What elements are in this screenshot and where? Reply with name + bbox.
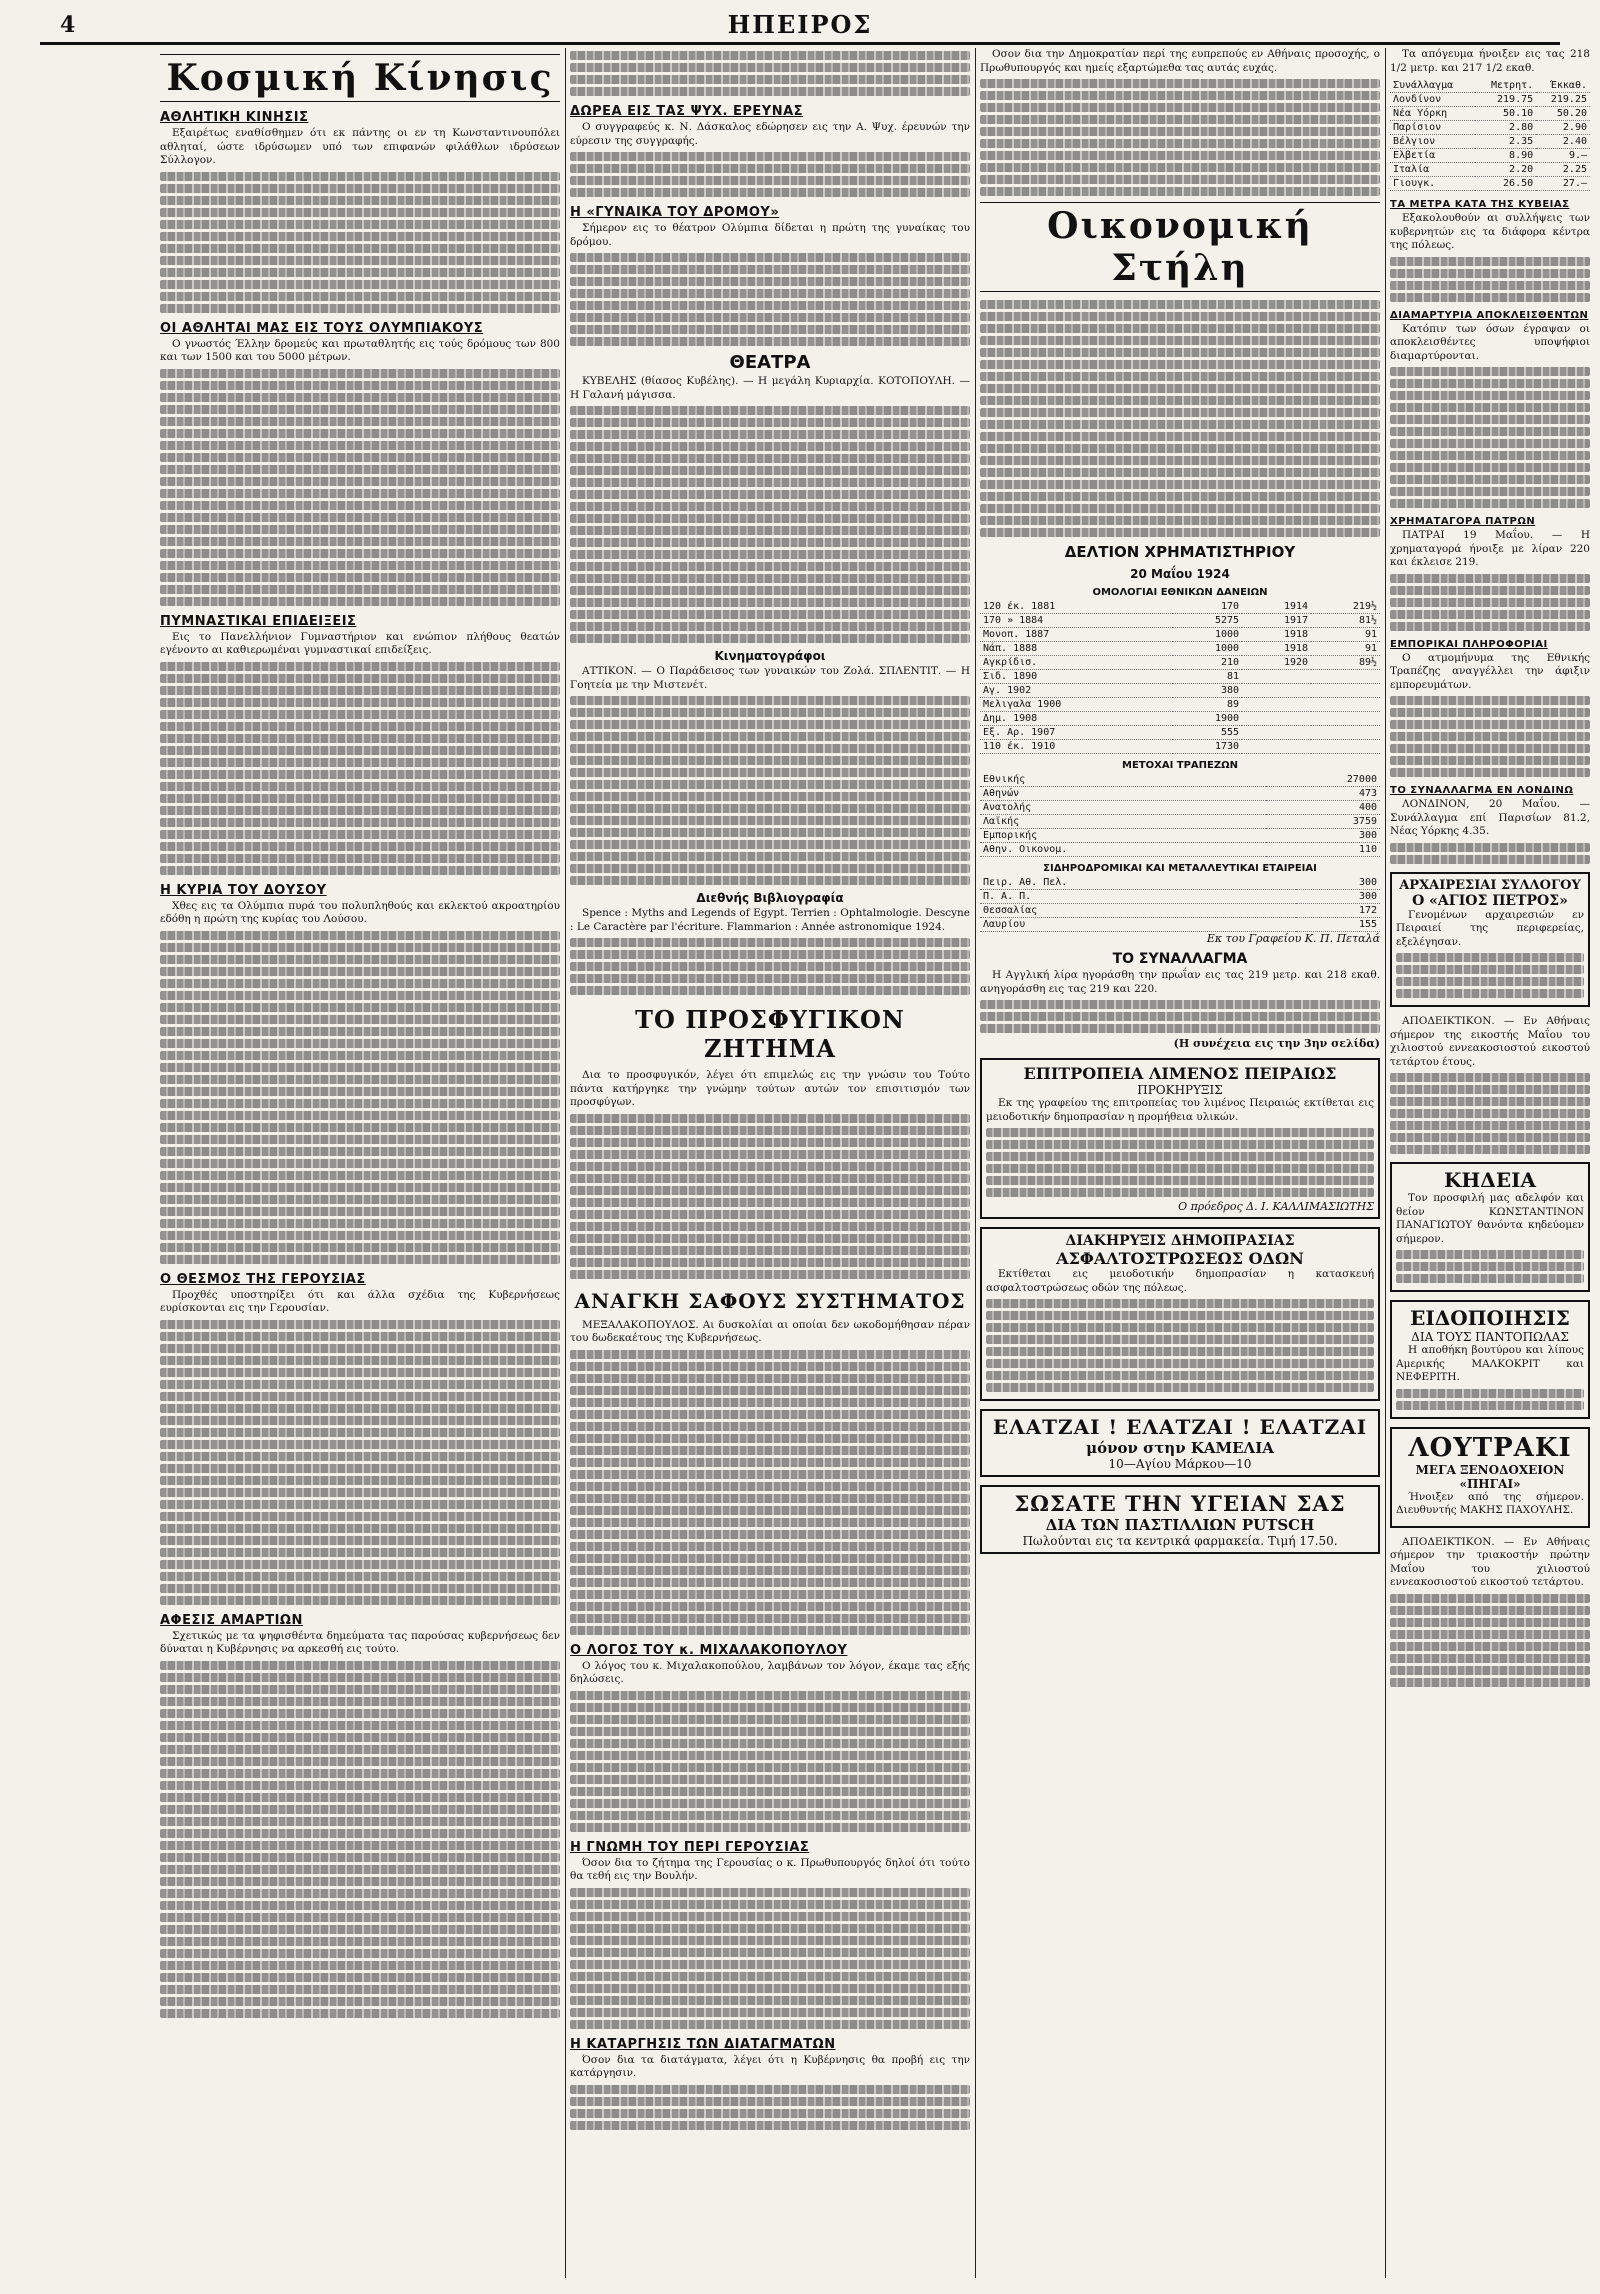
ad-signature: Ο πρόεδρος Δ. Ι. ΚΑΛΛΙΜΑΣΙΩΤΗΣ: [1178, 1200, 1374, 1213]
newspaper-name: ΗΠΕΙΡΟΣ: [727, 10, 873, 39]
article-heading: ΔΙΑΜΑΡΤΥΡΙΑ ΑΠΟΚΛΕΙΣΘΕΝΤΩΝ: [1390, 309, 1589, 321]
table-row: Λαϊκής 3759: [980, 815, 1380, 829]
ad-subtitle: ΔΙΑ ΤΟΥΣ ΠΑΝΤΟΠΩΛΑΣ: [1411, 1330, 1569, 1344]
column-economy: [980, 48, 1380, 2278]
table-row: Λονδίνον 219.75 219.25: [1390, 93, 1590, 107]
article-heading: ΑΦΕΣΙΣ ΑΜΑΡΤΙΩΝ: [160, 1612, 303, 1628]
bibliography-heading: Διεθνής Βιβλιογραφία: [696, 891, 844, 905]
bourse-subtitle: ΟΜΟΛΟΓΙΑΙ ΕΘΝΙΚΩΝ ΔΑΝΕΙΩΝ: [1092, 587, 1268, 598]
table-row: Βέλγιον 2.35 2.40: [1390, 135, 1590, 149]
bonds-table: [980, 600, 1380, 754]
column-society: [160, 48, 560, 2278]
table-row: Αγ. 1902 380: [980, 684, 1380, 698]
table-row: Δημ. 1908 1900: [980, 712, 1380, 726]
table-row: Πειρ. Αθ. Πελ. 300: [980, 876, 1380, 890]
ad-title: ΚΗΔΕΙΑ: [1444, 1168, 1536, 1192]
bourse-title: ΔΕΛΤΙΟΝ ΧΡΗΜΑΤΙΣΤΗΡΙΟΥ: [1064, 543, 1296, 561]
ad-title: ΑΡΧΑΙΡΕΣΙΑΙ ΣΥΛΛΟΓΟΥ: [1399, 877, 1581, 893]
ad-title: ΣΩΣΑΤΕ ΤΗΝ ΥΓΕΙΑΝ ΣΑΣ: [1014, 1491, 1346, 1516]
headline-refugee-issue: ΤΟ ΠΡΟΣΦΥΓΙΚΟΝ ΖΗΤΗΜΑ: [635, 1005, 905, 1063]
ad-subtitle: ΜΕΓΑ ΞΕΝΟΔΟΧΕΙΟΝ «ΠΗΓΑΙ»: [1415, 1462, 1565, 1491]
article-text: Εξακολουθούν αι συλλήψεις των κυβερνητών εις τα διάφορα κέντρα της πόλεως.: [1390, 212, 1590, 251]
table-row: Εμπορικής 300: [980, 829, 1380, 843]
article-text: Όσον δια τα διατάγματα, λέγει ότι η Κυβέρνησις θα προβή εις την κατάργησιν.: [570, 2053, 970, 2079]
column-rule: [565, 48, 566, 2278]
ad-text: Η αποθήκη βουτύρου και λίπους Αμερικής ΜΑΛΚΟΚΡΙΤ και ΝΕΦΕΡΙΤΗ.: [1396, 1344, 1584, 1383]
article-text: Ο ατμομήνυμα της Εθνικής Τραπέζης αναγγέλλει την άφιξιν εμπορευμάτων.: [1390, 651, 1590, 691]
table-row: Σιδ. 1890 81: [980, 670, 1380, 684]
continued-note: (Η συνέχεια εις την 3ην σελίδα): [1173, 1037, 1380, 1050]
article-heading: ΑΘΛΗΤΙΚΗ ΚΙΝΗΣΙΣ: [160, 110, 309, 125]
ad-title: ΛΟΥΤΡΑΚΙ: [1408, 1432, 1572, 1463]
article-text: Εξαιρέτως εναθίσθημεν ότι εκ πάντης οι εν τη Κωνσταντινουπόλει αθληταί, ώστε ιδρύσωμεν υπό των επιφανών φιλάθλων ιδρύσεων Σύλλογον.: [160, 127, 560, 166]
currency-table: [1390, 79, 1590, 191]
ad-loutraki-hotel: [1390, 1427, 1590, 1528]
table-row: Θεσσαλίας 172: [980, 904, 1380, 918]
banks-table: [980, 773, 1380, 857]
ad-subtitle: Ο «ΑΓΙΟΣ ΠΕΤΡΟΣ»: [1412, 892, 1568, 909]
column-markets: [1390, 48, 1590, 2278]
ad-grocers-notice: [1390, 1300, 1590, 1419]
article-text: Ο λόγος του κ. Μιχαλακοπούλου, λαμβάνων τον λόγον, έκαμε τας εξής δηλώσεις.: [570, 1659, 970, 1685]
table-row: 110 έκ. 1910 1730: [980, 740, 1380, 754]
ad-line: 10—Αγίου Μάρκου—10: [1108, 1457, 1252, 1471]
table-row: 170 » 1884 5275 1917 81½: [980, 614, 1380, 628]
article-text: Ο συγγραφεύς κ. Ν. Δάσκαλος εδώρησεν εις την Α. Ψυχ. έρευνών την εύρεσιν της συγγραφής.: [570, 121, 970, 147]
article-text: ΛΟΝΔΙΝΟΝ, 20 Μαΐου. — Συνάλλαγμα επί Παρισίων 81.2, Νέας Υόρκης 4.35.: [1390, 798, 1590, 837]
article-heading: ΠΥΜΝΑΣΤΙΚΑΙ ΕΠΙΔΕΙΞΕΙΣ: [160, 613, 357, 629]
column-politics: [570, 48, 970, 2278]
ad-title: ΕΛΑΤΖΑΙ ! ΕΛΑΤΖΑΙ ! ΕΛΑΤΖΑΙ: [992, 1415, 1368, 1439]
page-number: 4: [60, 12, 76, 38]
table-row: Νέα Υόρκη 50.10 50.20: [1390, 107, 1590, 121]
table-row: Π. Α. Π. 300: [980, 890, 1380, 904]
article-heading: ΔΩΡΕΑ ΕΙΣ ΤΑΣ ΨΥΧ. ΕΡΕΥΝΑΣ: [570, 104, 804, 119]
ad-text: Τον προσφιλή μας αδελφόν και θείον ΚΩΝΣΤΑΝΤΙΝΟΝ ΠΑΝΑΓΙΩΤΟΥ θανόντα κηδεύομεν σήμερον.: [1396, 1192, 1584, 1245]
cinema-heading: Κινηματογράφοι: [714, 649, 826, 663]
table-row: Αγκρίδισ. 210 1920 89½: [980, 656, 1380, 670]
ad-asphalt-tender: [980, 1227, 1380, 1401]
headline-clear-system: ΑΝΑΓΚΗ ΣΑΦΟΥΣ ΣΥΣΤΗΜΑΤΟΣ: [574, 1288, 966, 1313]
article-heading: ΕΜΠΟΡΙΚΑΙ ΠΛΗΡΟΦΟΡΙΑΙ: [1390, 638, 1548, 650]
bourse-date: 20 Μαΐου 1924: [1130, 567, 1230, 581]
ad-subtitle: ΑΣΦΑΛΤΟΣΤΡΩΣΕΩΣ ΟΔΩΝ: [1056, 1249, 1304, 1268]
article-text: ΚΥΒΕΛΗΣ (θίασος Κυβέλης). — Η μεγάλη Κυριαρχία. ΚΟΤΟΠΟΥΛΗ. — Η Γαλανή μάγισσα.: [570, 375, 970, 401]
ad-text: Γενομένων αρχαιρεσιών εν Πειραιεί της περιφερείας, εξελέγησαν.: [1396, 908, 1584, 948]
ad-title: ΕΠΙΤΡΟΠΕΙΑ ΛΙΜΕΝΟΣ ΠΕΙΡΑΙΩΣ: [1023, 1064, 1337, 1083]
ad-funeral: [1390, 1162, 1590, 1292]
article-heading: ΤΟ ΣΥΝΑΛΛΑΓΜΑ ΕΝ ΛΟΝΔΙΝΩ: [1390, 785, 1574, 796]
column-rule: [975, 48, 976, 2278]
ad-association: [1390, 872, 1590, 1008]
masthead: [40, 8, 1560, 45]
table-row: Αθηνών 473: [980, 787, 1380, 801]
table-row: Μονοπ. 1887 1000 1918 91: [980, 628, 1380, 642]
ad-text: Ήνοιξεν από της σήμερον. Διευθυντής ΜΑΚΗΣ ΠΑΧΟΥΛΗΣ.: [1396, 1490, 1584, 1516]
article-text: Σήμερον εις το θέατρον Ολύμπια δίδεται η πρώτη της γυναίκας του δρόμου.: [570, 222, 970, 248]
article-text: Οσον δια την Δημοκρατίαν περί της ευπρεπούς εν Αθήναις προσοχής, ο Πρωθυπουργός και ημείς εξαρτώμεθα τας αυτάς ευχάς.: [980, 48, 1380, 74]
article-heading: Ο ΘΕΣΜΟΣ ΤΗΣ ΓΕΡΟΥΣΙΑΣ: [160, 1271, 366, 1287]
table-row: Γιουγκ. 26.50 27.—: [1390, 177, 1590, 191]
notice-text: ΑΠΟΔΕΙΚΤΙΚΟΝ. — Εν Αθήναις σήμερον της εικοστής Μαΐου του χιλιοστού εννεακοσιοστού εικοστού τετάρτου έτους.: [1390, 1015, 1590, 1068]
table-row: Ελβετία 8.90 9.—: [1390, 149, 1590, 163]
ad-title: ΔΙΑΚΗΡΥΞΙΣ ΔΗΜΟΠΡΑΣΙΑΣ: [1065, 1233, 1295, 1249]
ad-putsch: [980, 1485, 1380, 1554]
bourse-source: Εκ του Γραφείου Κ. Π. Πεταλά: [1206, 932, 1380, 945]
table-row: 120 έκ. 1881 170 1914 219½: [980, 600, 1380, 614]
article-heading: Η ΚΥΡΙΑ ΤΟΥ ΔΟΥΣΟΥ: [160, 882, 327, 898]
theatres-heading: ΘΕΑΤΡΑ: [729, 352, 811, 373]
table-row: Μελιγαλα 1900 89: [980, 698, 1380, 712]
article-text: Χθες εις τα Ολύμπια πυρά του πολυπληθούς και εκλεκτού ακροατηρίου εδόθη η πρώτη της κυρίας του Λούσου.: [160, 899, 560, 925]
transport-table: [980, 876, 1380, 932]
article-text: ΠΑΤΡΑΙ 19 Μαΐου. — Η χρηματαγορά ήνοιξε με λίραν 220 και έκλεισε 219.: [1390, 529, 1590, 568]
ad-line: Πωλούνται εις τα κεντρικά φαρμακεία. Τιμή 17.50.: [1022, 1534, 1338, 1548]
section-title-economy: Οικονομική Στήλη: [980, 202, 1380, 292]
article-heading: Η «ΓΥΝΑΙΚΑ ΤΟΥ ΔΡΟΜΟΥ»: [570, 205, 780, 220]
article-heading: ΧΡΗΜΑΤΑΓΟΡΑ ΠΑΤΡΩΝ: [1390, 516, 1536, 527]
ad-line: ΔΙΑ ΤΩΝ ΠΑΣΤΙΛΛΙΩΝ PUTSCH: [1045, 1516, 1315, 1534]
table-row: Εξ. Αρ. 1907 555: [980, 726, 1380, 740]
article-heading: ΤΑ ΜΕΤΡΑ ΚΑΤΑ ΤΗΣ ΚΥΒΕΙΑΣ: [1390, 199, 1570, 210]
article-text: Εις το Πανελλήνιον Γυμναστήριον και ενώπιον πλήθους θεατών εγένοντο αι καθιερωμέναι γυμναστικαί επιδείξεις.: [160, 630, 560, 656]
ad-text: Εκτίθεται εις μειοδοτικήν δημοπρασίαν η κατασκευή ασφαλτοστρώσεως οδών της πόλεως.: [986, 1268, 1374, 1294]
ad-kamelia: [980, 1409, 1380, 1477]
article-heading: Η ΚΑΤΑΡΓΗΣΙΣ ΤΩΝ ΔΙΑΤΑΓΜΑΤΩΝ: [570, 2036, 836, 2052]
transport-title: ΣΙΔΗΡΟΔΡΟΜΙΚΑΙ ΚΑΙ ΜΕΤΑΛΛΕΥΤΙΚΑΙ ΕΤΑΙΡΕΙΑΙ: [1043, 863, 1317, 874]
ad-text: Εκ της γραφείου της επιτροπείας του λιμένος Πειραιώς εκτίθεται εις μειοδοτικήν δημοπρασίαν η προμήθεια υλικών.: [986, 1097, 1374, 1123]
banks-title: ΜΕΤΟΧΑΙ ΤΡΑΠΕΖΩΝ: [1122, 760, 1238, 771]
ad-subtitle: ΠΡΟΚΗΡΥΞΙΣ: [1137, 1083, 1223, 1097]
table-row: Λαυρίου 155: [980, 918, 1380, 932]
notice-text: ΑΠΟΔΕΙΚΤΙΚΟΝ. — Εν Αθήναις σήμερον την τριακοστήν πρώτην Μαΐου του χιλιοστού εννεακοσιοστού εικοστού τετάρτου.: [1390, 1535, 1590, 1588]
table-row: Παρίσιον 2.80 2.90: [1390, 121, 1590, 135]
article-text: Σχετικώς με τα ψηφισθέντα δημεύματα τας παρούσας κυβερνήσεως δεν δύναται η Κυβέρνησις να αρκεσθή εις τούτο.: [160, 1629, 560, 1655]
column-rule: [1385, 48, 1386, 2278]
exchange-title: ΤΟ ΣΥΝΑΛΛΑΓΜΑ: [1112, 951, 1248, 967]
section-title-society: Κοσμική Κίνησις: [160, 54, 560, 102]
table-row: Ανατολής 400: [980, 801, 1380, 815]
article-heading: Η ΓΝΩΜΗ ΤΟΥ ΠΕΡΙ ΓΕΡΟΥΣΙΑΣ: [570, 1839, 810, 1855]
table-row: Ιταλία 2.20 2.25: [1390, 163, 1590, 177]
article-text: Spence : Myths and Legends of Egypt. Terrien : Ophtalmologie. Descyne : Le Caractère par l'écriture. Flammarion : Année astronomique 1924.: [570, 907, 970, 933]
article-text: Η Αγγλική λίρα ηγοράσθη την πρωΐαν εις τας 219 μετρ. και 218 εκαθ. ανηγοράσθη εις τας 219 και 220.: [980, 969, 1380, 995]
ad-title: ΕΙΔΟΠΟΙΗΣΙΣ: [1410, 1306, 1570, 1330]
article-text: Προχθές υποστηρίξει ότι και άλλα σχέδια της Κυβερνήσεως ευρίσκονται εις την Γερουσίαν.: [160, 1288, 560, 1314]
table-header-row: Συνάλλαγμα Μετρητ. Έκκαθ.: [1390, 79, 1590, 93]
article-text: Όσον δια το ζήτημα της Γερουσίας ο κ. Πρωθυπουργός δηλοί ότι τούτο θα τεθή εις την Βουλήν.: [570, 1856, 970, 1882]
article-text: Κατόπιν των όσων έγραψαν οι αποκλεισθέντες υποψήφιοι διαμαρτύρονται.: [1390, 322, 1590, 362]
table-row: Νάπ. 1888 1000 1918 91: [980, 642, 1380, 656]
article-text: Δια το προσφυγικόν, λέγει ότι επιμελώς εις την γνώσιν του Τούτο πάντα κατήργηκε την γνώμην τούτων αυτών τον επισιτισμόν των προσφύγων.: [570, 1069, 970, 1108]
table-row: Εθνικής 27000: [980, 773, 1380, 787]
article-text: Ο γνωστός Έλλην δρομεύς και πρωταθλητής εις τούς δρόμους των 800 και των 1500 και του 5000 μέτρων.: [160, 337, 560, 363]
article-heading: ΟΙ ΑΘΛΗΤΑΙ ΜΑΣ ΕΙΣ ΤΟΥΣ ΟΛΥΜΠΙΑΚΟΥΣ: [160, 320, 484, 336]
ad-line: μόνον στην ΚΑΜΕΛΙΑ: [1086, 1439, 1274, 1457]
article-text: ΑΤΤΙΚΟΝ. — Ο Παράδεισος των γυναικών του Ζολά. ΣΠΛΕΝΤΙΤ. — Η Γοητεία με την Μιστενέτ.: [570, 665, 970, 691]
ad-port-authority: [980, 1058, 1380, 1219]
article-text: Τα απόγευμα ήνοιξεν εις τας 218 1/2 μετρ. και 217 1/2 εκαθ.: [1390, 48, 1590, 74]
article-text: ΜΕΞΑΛΑΚΟΠΟΥΛΟΣ. Αι δυσκολίαι αι οποίαι δεν ωκοδομήθησαν πέραν του δωδεκαέτους της Κυβερνήσεως.: [570, 1318, 970, 1344]
table-row: Αθην. Οικονομ. 110: [980, 843, 1380, 857]
article-heading: Ο ΛΟΓΟΣ ΤΟΥ κ. ΜΙΧΑΛΑΚΟΠΟΥΛΟΥ: [570, 1642, 848, 1658]
